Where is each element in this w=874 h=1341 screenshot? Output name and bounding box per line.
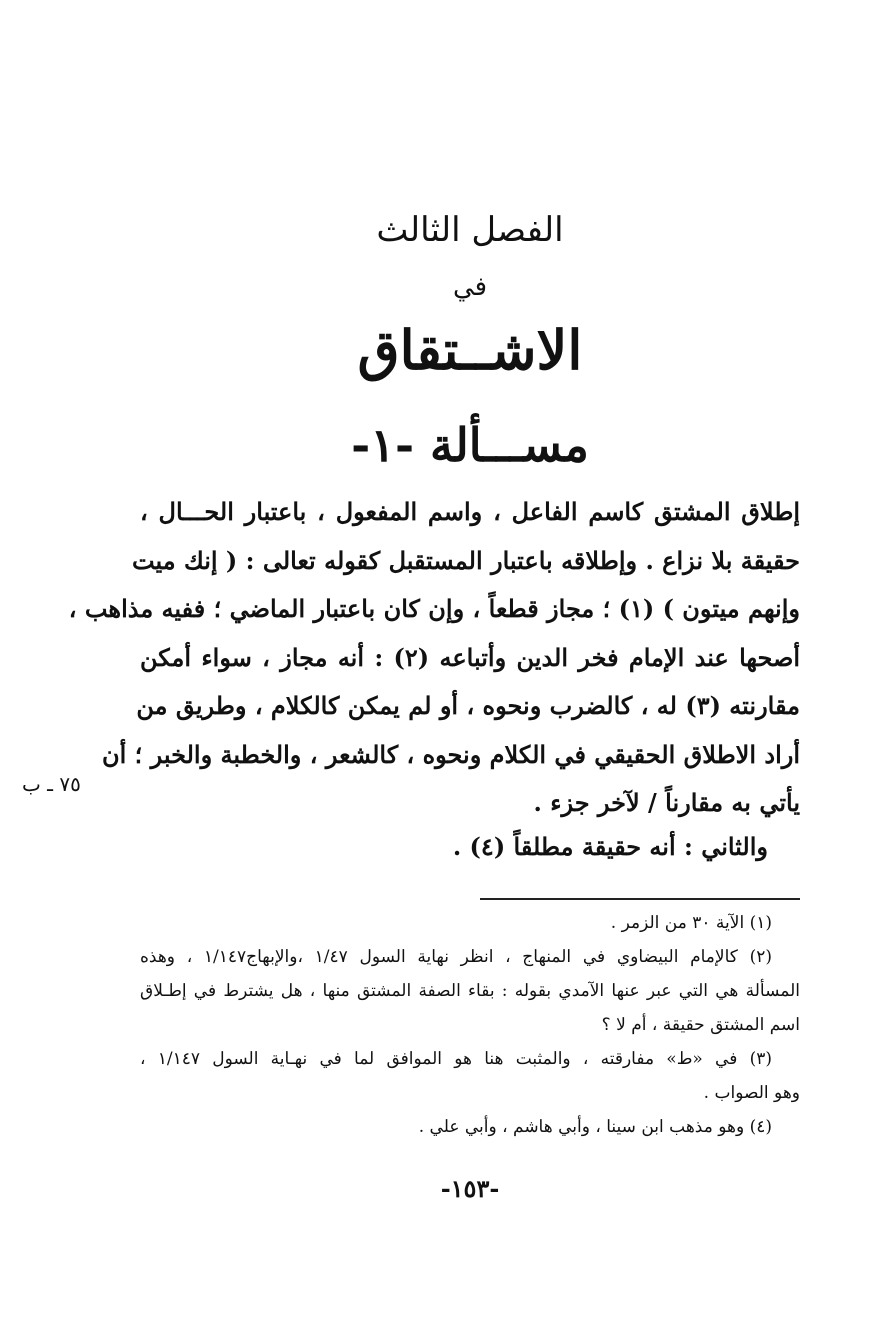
footnote-line: المسألة هي التي عبر عنها الآمدي بقوله : بقاء الصفة المشتق منها ، هل يشترط في إطـلاق [140,981,800,1001]
paragraph-line: مقارنته (٣) له ، كالضرب ونحوه ، أو لم يمكن كالكلام ، وطريق من [136,691,800,720]
footnote-line: (٤) وهو مذهب ابن سينا ، وأبي هاشم ، وأبي علي . [418,1117,772,1137]
manuscript-folio-marker: ٧٥ ـ ب [22,772,81,796]
paragraph-line: يأتي به مقارناً / لآخر جزء . [533,788,800,817]
second-opinion-paragraph: والثاني : أنه حقيقة مطلقاً (٤) . [452,832,768,861]
footnote-divider [480,898,800,900]
chapter-preposition: في [452,272,488,302]
paragraph-line: أراد الاطلاق الحقيقي في الكلام ونحوه ، كالشعر ، والخطبة والخبر ؛ أن [101,739,800,769]
footnote-line: (١) الآية ٣٠ من الزمر . [610,913,772,933]
footnote-line: اسم المشتق حقيقة ، أم لا ؟ [601,1015,800,1035]
footnote-line: (٢) كالإمام البيضاوي في المنهاج ، انظر نهاية السول ١/٤٧ ،والإبهاج١/١٤٧ ، وهذه [140,947,772,967]
paragraph-line: أصحها عند الإمام فخر الدين وأتباعه (٢) : أنه مجاز ، سواء أمكن [140,642,800,672]
footnote-2 [140,940,800,974]
chapter-title: الفصل الثالث [376,210,564,250]
footnote-4 [140,1110,800,1144]
footnote-1 [140,906,800,940]
footnotes [140,906,800,1144]
page-number: -١٥٣- [440,1174,500,1203]
paragraph-line: إطلاق المشتق كاسم الفاعل ، واسم المفعول ، باعتبار الحـــال ، [140,497,800,526]
paragraph-line: وإنهم ميتون ) (١) ؛ مجاز قطعاً ، وإن كان باعتبار الماضي ؛ ففيه مذاهب ، [68,594,800,623]
footnote-3 [140,1042,800,1076]
paragraph-line: حقيقة بلا نزاع . وإطلاقه باعتبار المستقبل كقوله تعالى : ( إنك ميت [131,545,800,575]
issue-heading: مســـألة -١- [351,418,589,472]
footnote-line: (٣) في «ط» مفارقته ، والمثبت هنا هو الموافق لما في نهـاية السول ١/١٤٧ ، [140,1049,773,1069]
footnote-2-continued [140,974,800,1042]
chapter-subject: الاشــتقاق [357,318,583,382]
main-paragraph [68,488,800,828]
footnote-line: وهو الصواب . [703,1083,800,1103]
footnote-3-continued [140,1076,800,1110]
